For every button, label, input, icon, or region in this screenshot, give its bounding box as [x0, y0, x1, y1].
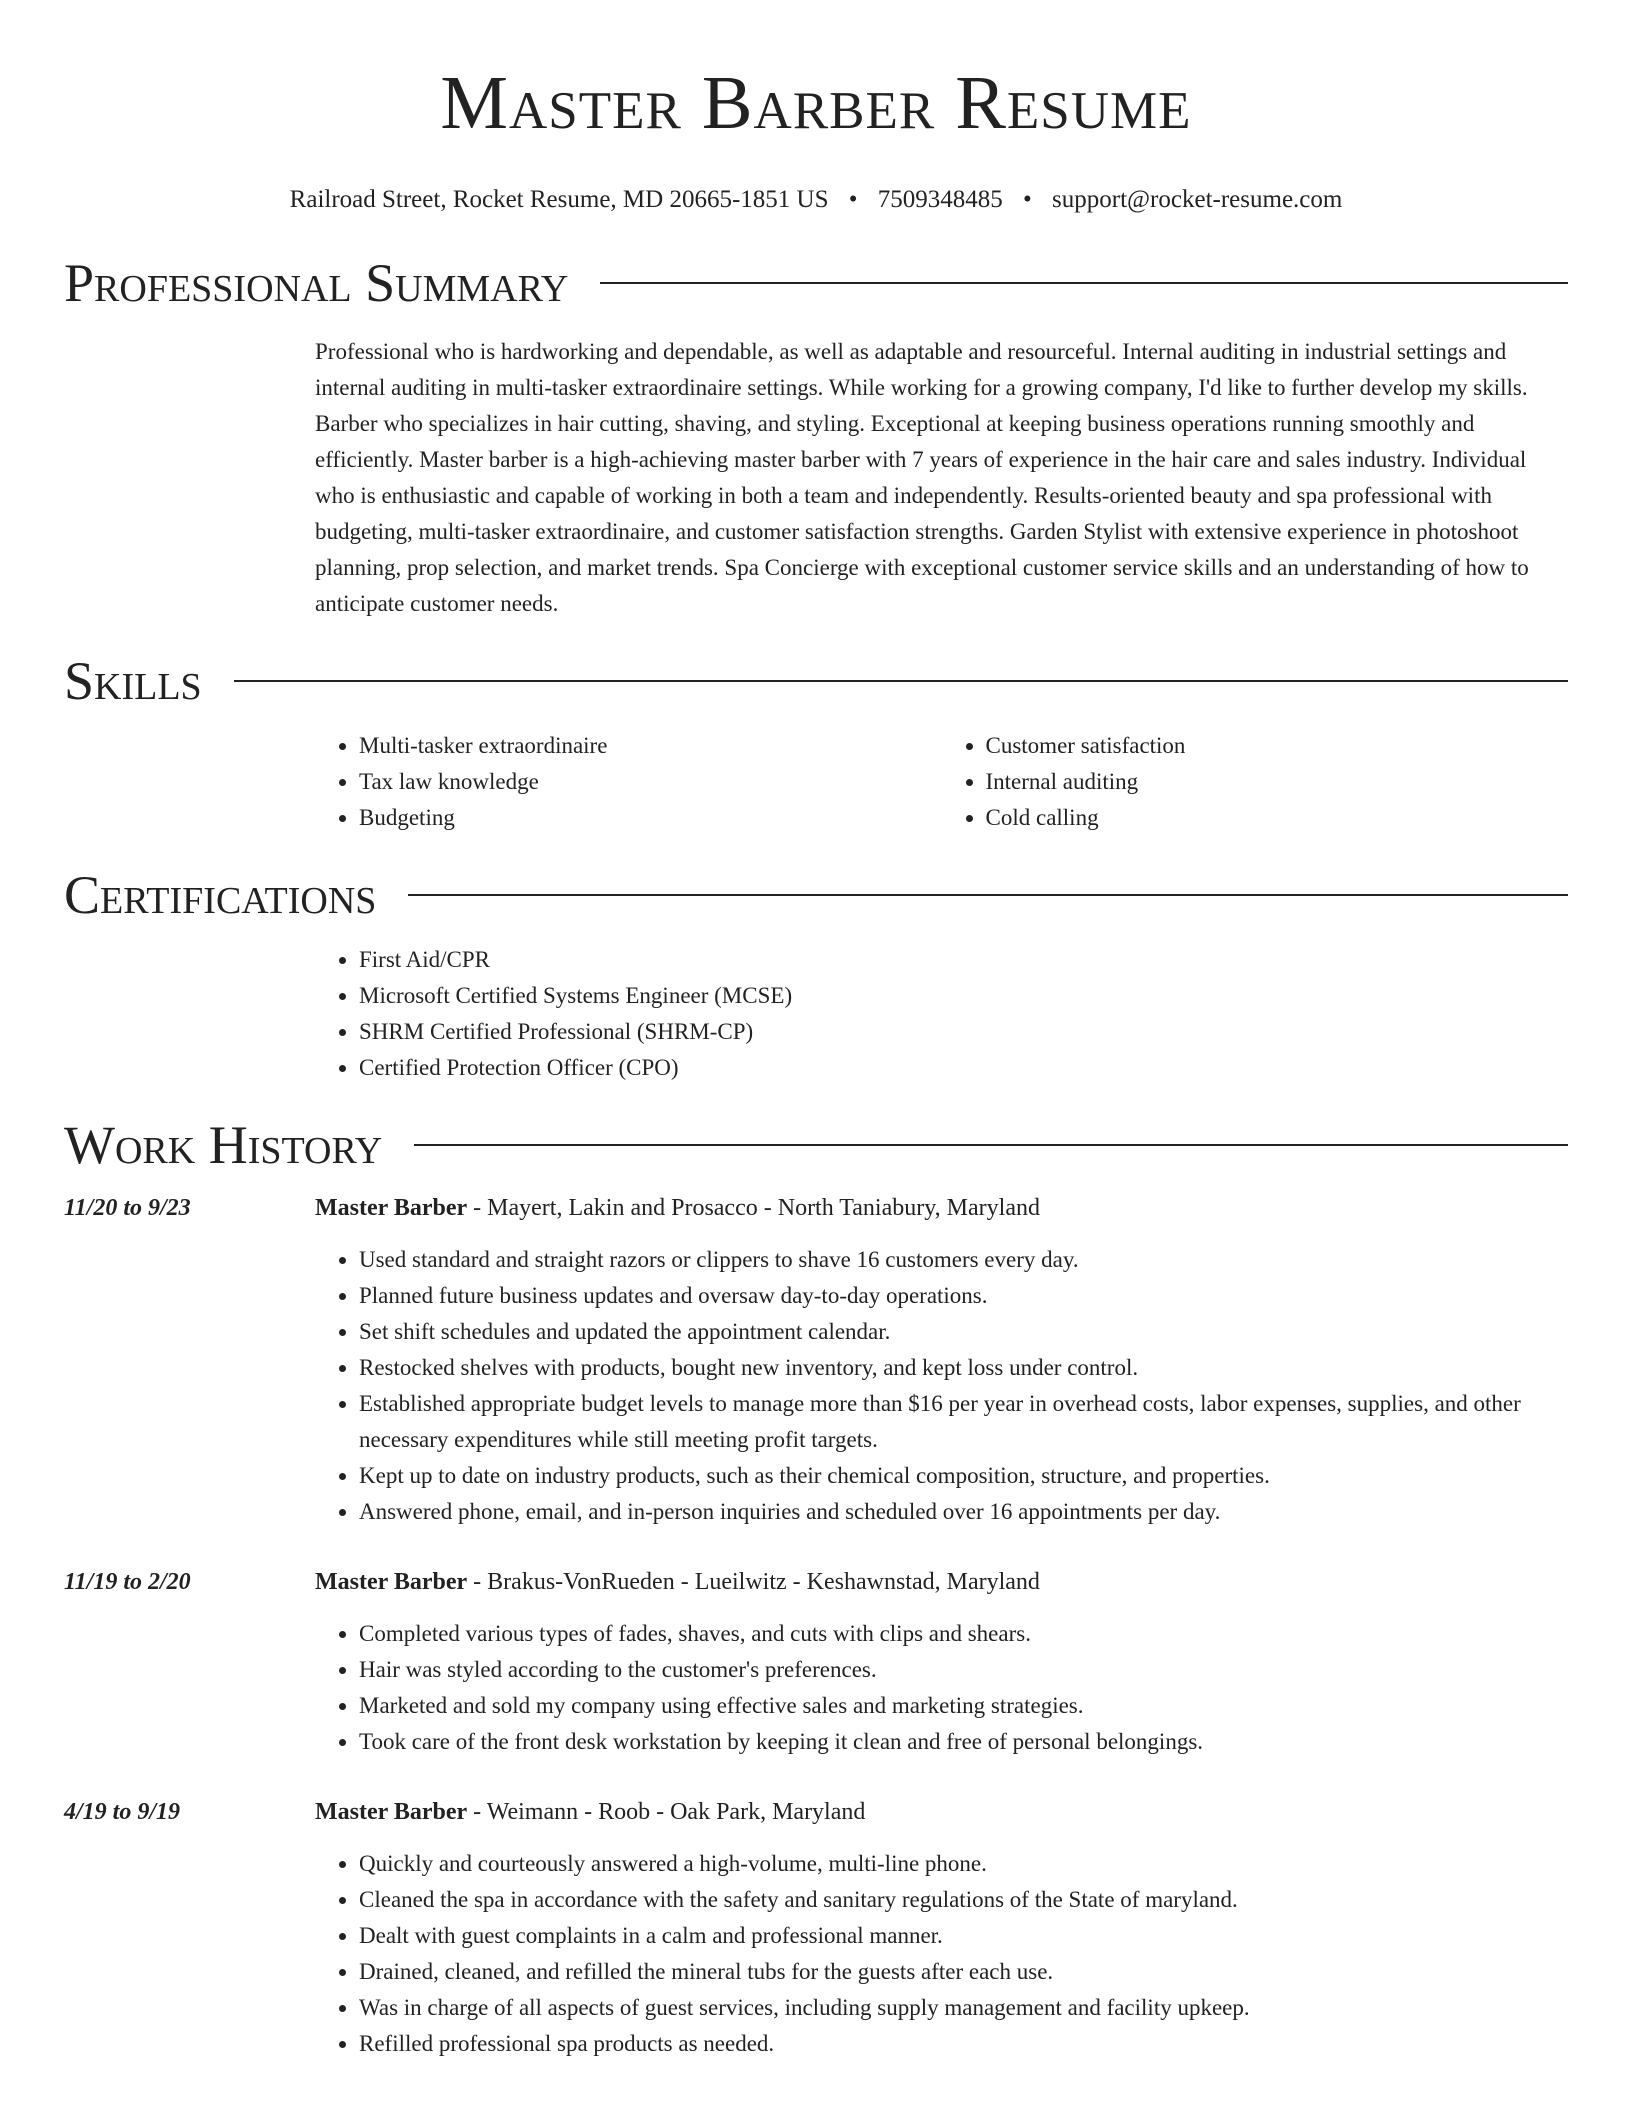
work-history-heading: Work History	[64, 1115, 383, 1175]
job-heading-line	[315, 1794, 865, 1830]
skills-list-left	[315, 728, 942, 836]
section-header	[64, 650, 1568, 712]
job-header	[64, 1794, 1568, 1830]
skill-item: • Internal auditing	[986, 764, 1569, 800]
job-bullet: • Refilled professional spa products as needed.	[359, 2026, 1568, 2062]
job-heading-line	[315, 1564, 1040, 1600]
contact-address: Railroad Street, Rocket Resume, MD 20665-1851 US	[289, 186, 829, 213]
job-bullet: • Quickly and courteously answered a high-volume, multi-line phone.	[359, 1846, 1568, 1882]
skills-list-right	[942, 728, 1569, 836]
summary-heading: Professional Summary	[64, 253, 569, 313]
resume-title: Master Barber Resume	[440, 61, 1192, 145]
job-bullets	[315, 1616, 1568, 1760]
job-bullet: • Kept up to date on industry products, such as their chemical composition, structure, and properties.	[359, 1458, 1568, 1494]
job-bullet: • Dealt with guest complaints in a calm and professional manner.	[359, 1918, 1568, 1954]
certification-item: • Certified Protection Officer (CPO)	[359, 1050, 1568, 1086]
job-bullet: • Hair was styled according to the customer's preferences.	[359, 1652, 1568, 1688]
skill-item: • Budgeting	[359, 800, 942, 836]
section-divider	[600, 282, 1568, 284]
job-bullets	[315, 1242, 1568, 1530]
certifications-heading: Certifications	[64, 865, 377, 925]
section-header	[64, 252, 1568, 314]
job-title: Master Barber	[315, 1569, 468, 1595]
work-history-section	[64, 1114, 1568, 2062]
certification-item: • First Aid/CPR	[359, 942, 1568, 978]
job-employer: - Weimann - Roob - Oak Park, Maryland	[467, 1799, 866, 1825]
job-bullet-list	[315, 1616, 1568, 1760]
section-divider	[414, 1144, 1568, 1146]
job-dates: 4/19 to 9/19	[64, 1799, 181, 1825]
job-title: Master Barber	[315, 1195, 468, 1221]
job-title: Master Barber	[315, 1799, 468, 1825]
job-bullet-list	[315, 1846, 1568, 2062]
job-bullet: • Took care of the front desk workstation by keeping it clean and free of personal belongings.	[359, 1724, 1568, 1760]
job-heading-line	[315, 1190, 1040, 1226]
skill-item: • Tax law knowledge	[359, 764, 942, 800]
job-entry	[64, 1190, 1568, 1530]
skill-item: • Customer satisfaction	[986, 728, 1569, 764]
job-bullet: • Set shift schedules and updated the appointment calendar.	[359, 1314, 1568, 1350]
job-header	[64, 1190, 1568, 1226]
job-entry	[64, 1794, 1568, 2062]
contact-separator: •	[1023, 186, 1032, 213]
job-bullet: • Established appropriate budget levels to manage more than $16 per year in overhead costs, labor expenses, supplies, and other necessary expenditures while still meeting profit targets.	[359, 1386, 1568, 1458]
section-header	[64, 1114, 1568, 1176]
job-employer: - Brakus-VonRueden - Lueilwitz - Keshawnstad, Maryland	[467, 1569, 1040, 1595]
job-bullet: • Completed various types of fades, shaves, and cuts with clips and shears.	[359, 1616, 1568, 1652]
skills-columns	[315, 728, 1568, 836]
job-entry	[64, 1564, 1568, 1760]
summary-section	[64, 252, 1568, 622]
job-bullet: • Planned future business updates and oversaw day-to-day operations.	[359, 1278, 1568, 1314]
job-employer: - Mayert, Lakin and Prosacco - North Taniabury, Maryland	[467, 1195, 1040, 1221]
contact-line	[64, 184, 1568, 216]
certification-item: • Microsoft Certified Systems Engineer (MCSE)	[359, 978, 1568, 1014]
section-divider	[234, 680, 1568, 682]
skills-section	[64, 650, 1568, 836]
job-header	[64, 1564, 1568, 1600]
job-bullets	[315, 1846, 1568, 2062]
summary-text: Professional who is hardworking and dependable, as well as adaptable and resourceful. Internal auditing in industrial settings and internal auditing in multi-tasker extraordinaire settings. While working for a growing company, I'd like to further develop my skills. Barber who specializes in hair cutting, shaving, and styling. Exceptional at keeping business operations running smoothly and efficiently. Master barber is a high-achieving master barber with 7 years of experience in the hair care and sales industry. Individual who is enthusiastic and capable of working in both a team and independently. Results-oriented beauty and spa professional with budgeting, multi-tasker extraordinaire, and customer satisfaction strengths. Garden Stylist with extensive experience in photoshoot planning, prop selection, and market trends. Spa Concierge with exceptional customer service skills and an understanding of how to anticipate customer needs.	[315, 339, 1529, 616]
certification-item: • SHRM Certified Professional (SHRM-CP)	[359, 1014, 1568, 1050]
certifications-section	[64, 864, 1568, 1086]
skill-item: • Multi-tasker extraordinaire	[359, 728, 942, 764]
skills-heading: Skills	[64, 651, 202, 711]
contact-separator: •	[848, 186, 858, 213]
job-bullet: • Was in charge of all aspects of guest services, including supply management and facility upkeep.	[359, 1990, 1568, 2026]
job-bullet: • Restocked shelves with products, bought new inventory, and kept loss under control.	[359, 1350, 1568, 1386]
job-bullet: • Used standard and straight razors or clippers to shave 16 customers every day.	[359, 1242, 1568, 1278]
section-header	[64, 864, 1568, 926]
certifications-list	[315, 942, 1568, 1086]
section-divider	[408, 894, 1568, 896]
job-dates: 11/19 to 2/20	[64, 1569, 191, 1595]
job-dates: 11/20 to 9/23	[64, 1195, 191, 1221]
job-bullet: • Drained, cleaned, and refilled the mineral tubs for the guests after each use.	[359, 1954, 1568, 1990]
job-bullet: • Marketed and sold my company using effective sales and marketing strategies.	[359, 1688, 1568, 1724]
job-bullet-list	[315, 1242, 1568, 1530]
job-bullet: • Cleaned the spa in accordance with the safety and sanitary regulations of the State of maryland.	[359, 1882, 1568, 1918]
contact-phone: 7509348485	[877, 186, 1003, 213]
certifications-bullets	[315, 942, 1568, 1086]
contact-email: support@rocket-resume.com	[1052, 186, 1343, 213]
skill-item: • Cold calling	[986, 800, 1569, 836]
job-bullet: • Answered phone, email, and in-person inquiries and scheduled over 16 appointments per day.	[359, 1494, 1568, 1530]
